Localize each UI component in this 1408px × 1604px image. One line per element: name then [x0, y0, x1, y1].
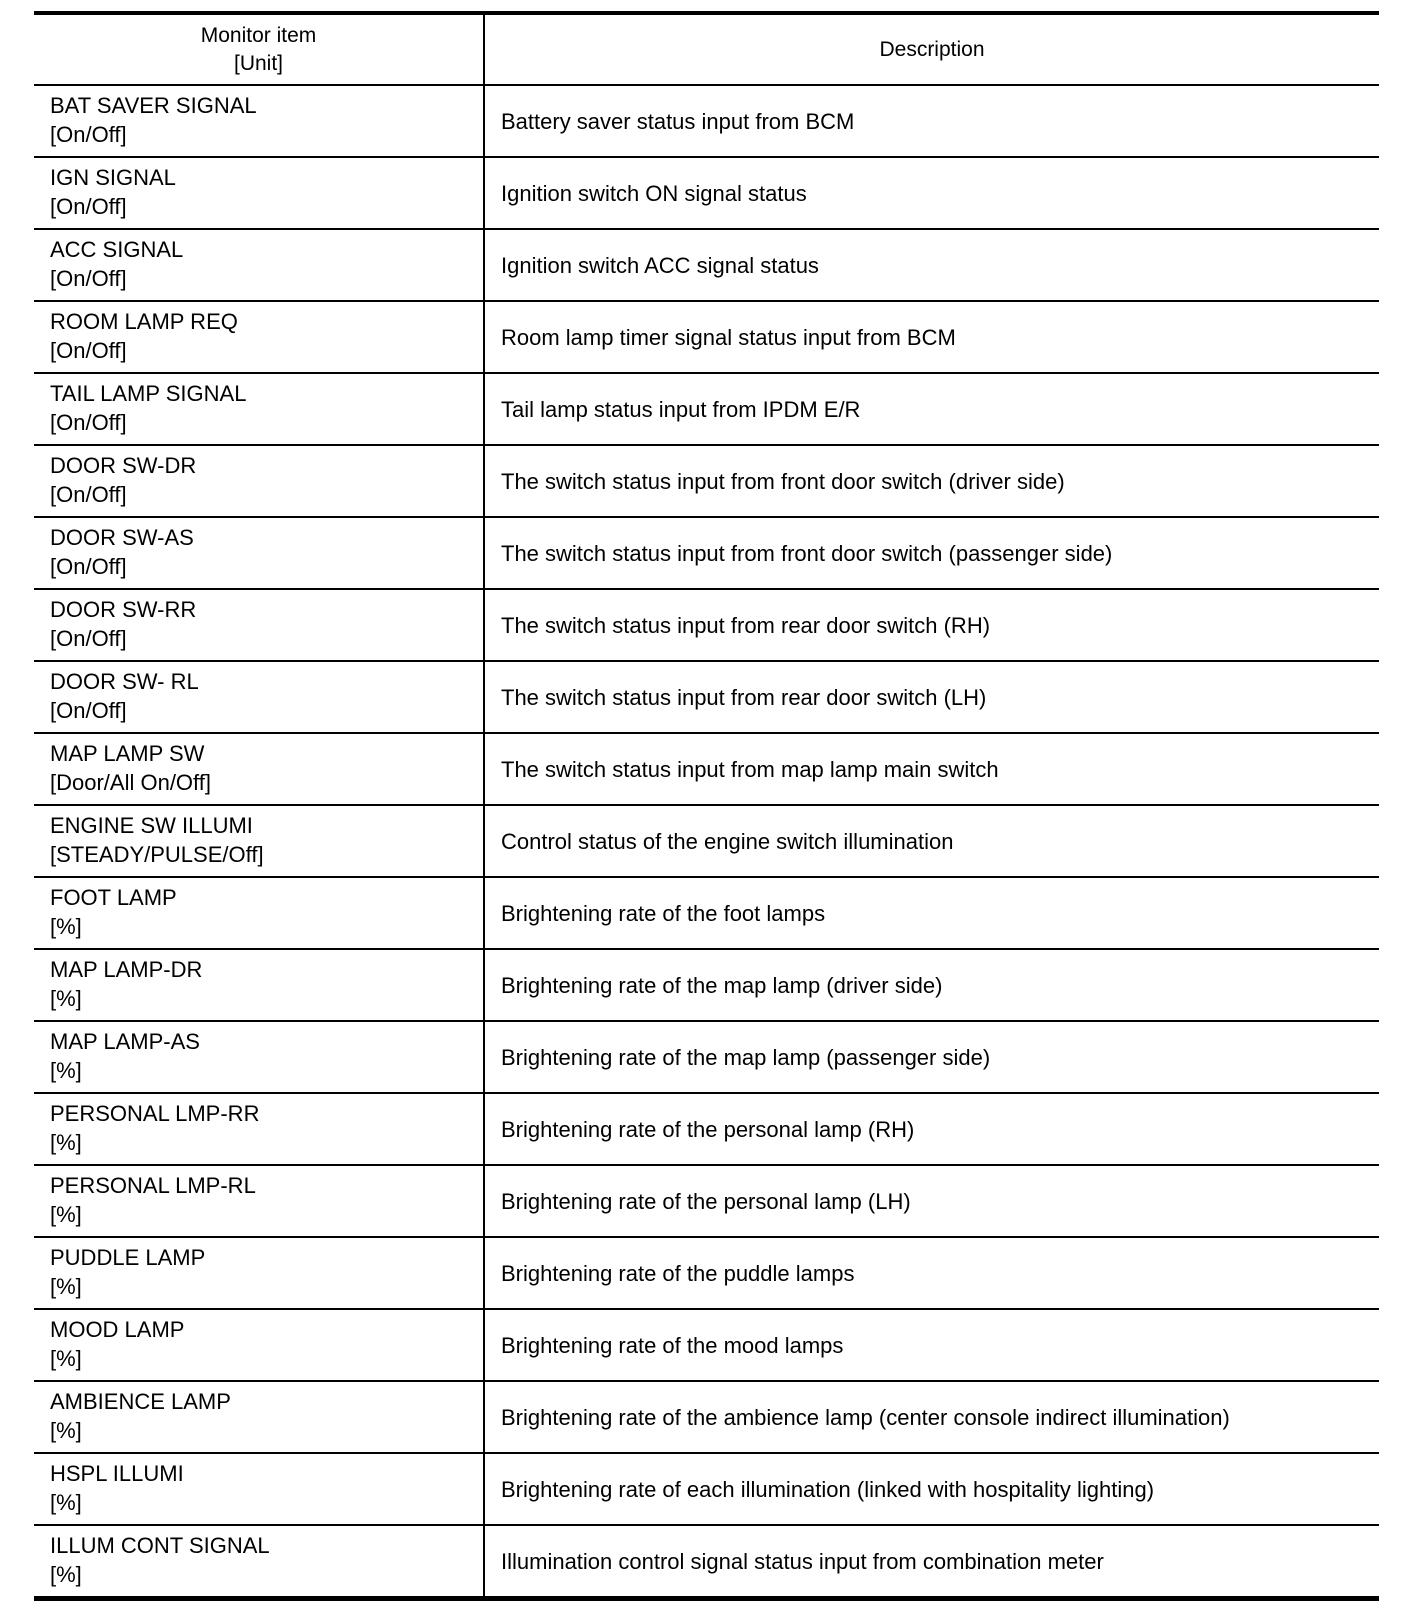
- monitor-item-unit: [On/Off]: [50, 482, 127, 507]
- description-text: Room lamp timer signal status input from BCM: [501, 324, 956, 350]
- header-monitor-item: [34, 13, 484, 85]
- description-text: Brightening rate of the map lamp (driver side): [501, 972, 943, 998]
- monitor-item-cell: [34, 373, 484, 445]
- table-row: [34, 1165, 1379, 1237]
- monitor-item-name: ROOM LAMP REQ: [50, 309, 238, 334]
- description-text: The switch status input from front door switch (passenger side): [501, 540, 1113, 566]
- description-text: Brightening rate of the ambience lamp (center console indirect illumination): [501, 1404, 1230, 1430]
- monitor-item-unit: [On/Off]: [50, 626, 127, 651]
- description-cell: [484, 877, 1379, 949]
- monitor-item-unit: [%]: [50, 1130, 82, 1155]
- description-text: Brightening rate of the map lamp (passenger side): [501, 1044, 991, 1070]
- monitor-item-cell: [34, 1237, 484, 1309]
- header-row: [34, 13, 1379, 85]
- table-row: [34, 301, 1379, 373]
- monitor-item-unit: [STEADY/PULSE/Off]: [50, 842, 264, 867]
- monitor-item-cell: [34, 1381, 484, 1453]
- monitor-item-unit: [On/Off]: [50, 410, 127, 435]
- description-cell: [484, 373, 1379, 445]
- description-cell: [484, 1165, 1379, 1237]
- description-text: Battery saver status input from BCM: [501, 108, 855, 134]
- table-row: [34, 949, 1379, 1021]
- monitor-item-name: AMBIENCE LAMP: [50, 1389, 231, 1414]
- description-text: Tail lamp status input from IPDM E/R: [501, 396, 861, 422]
- monitor-item-cell: [34, 805, 484, 877]
- monitor-item-unit: [Door/All On/Off]: [50, 770, 211, 795]
- monitor-item-cell: [34, 301, 484, 373]
- monitor-item-name: DOOR SW-AS: [50, 525, 194, 550]
- monitor-item-unit: [%]: [50, 1418, 82, 1443]
- monitor-item-cell: [34, 85, 484, 157]
- description-cell: [484, 733, 1379, 805]
- table-row: [34, 805, 1379, 877]
- monitor-item-unit: [On/Off]: [50, 194, 127, 219]
- monitor-item-unit: [On/Off]: [50, 122, 127, 147]
- header-unit-label: [Unit]: [233, 51, 283, 75]
- monitor-item-name: MOOD LAMP: [50, 1317, 185, 1342]
- monitor-item-unit: [%]: [50, 1490, 82, 1515]
- table-row: [34, 517, 1379, 589]
- table-row: [34, 1525, 1379, 1599]
- table-row: [34, 157, 1379, 229]
- description-text: Control status of the engine switch illumination: [501, 828, 954, 854]
- description-text: The switch status input from rear door switch (LH): [501, 684, 987, 710]
- table-row: [34, 1021, 1379, 1093]
- description-text: Brightening rate of the foot lamps: [501, 900, 826, 926]
- table-row: [34, 1453, 1379, 1525]
- table-row: [34, 445, 1379, 517]
- monitor-item-cell: [34, 1453, 484, 1525]
- monitor-item-cell: [34, 1021, 484, 1093]
- monitor-item-cell: [34, 445, 484, 517]
- monitor-item-unit: [%]: [50, 1274, 82, 1299]
- monitor-item-cell: [34, 949, 484, 1021]
- description-cell: [484, 661, 1379, 733]
- monitor-item-cell: [34, 1309, 484, 1381]
- monitor-item-name: BAT SAVER SIGNAL: [50, 93, 257, 118]
- description-text: The switch status input from front door switch (driver side): [501, 468, 1065, 494]
- table-row: [34, 589, 1379, 661]
- description-text: The switch status input from map lamp main switch: [501, 756, 999, 782]
- table-row: [34, 733, 1379, 805]
- monitor-item-unit: [%]: [50, 1346, 82, 1371]
- description-text: Brightening rate of the personal lamp (RH): [501, 1116, 915, 1142]
- monitor-item-name: IGN SIGNAL: [50, 165, 176, 190]
- description-cell: [484, 1453, 1379, 1525]
- header-monitor-item-label: Monitor item: [200, 23, 317, 47]
- table-row: [34, 229, 1379, 301]
- description-text: Brightening rate of the puddle lamps: [501, 1260, 855, 1286]
- table-header: [34, 13, 1379, 85]
- monitor-item-unit: [On/Off]: [50, 338, 127, 363]
- table-row: [34, 373, 1379, 445]
- monitor-item-cell: [34, 517, 484, 589]
- monitor-item-name: PERSONAL LMP-RR: [50, 1101, 260, 1126]
- monitor-item-cell: [34, 1165, 484, 1237]
- description-cell: [484, 229, 1379, 301]
- monitor-item-cell: [34, 877, 484, 949]
- table-row: [34, 85, 1379, 157]
- monitor-item-cell: [34, 1525, 484, 1599]
- monitor-item-unit: [On/Off]: [50, 554, 127, 579]
- description-cell: [484, 157, 1379, 229]
- monitor-item-name: MAP LAMP SW: [50, 741, 205, 766]
- description-text: Brightening rate of the personal lamp (LH): [501, 1188, 911, 1214]
- table-body: [34, 85, 1379, 1599]
- monitor-item-cell: [34, 661, 484, 733]
- monitor-item-unit: [%]: [50, 1058, 82, 1083]
- description-cell: [484, 1525, 1379, 1599]
- monitor-item-cell: [34, 589, 484, 661]
- monitor-item-unit: [%]: [50, 986, 82, 1011]
- description-cell: [484, 589, 1379, 661]
- monitor-item-cell: [34, 1093, 484, 1165]
- description-cell: [484, 1237, 1379, 1309]
- monitor-item-name: MAP LAMP-AS: [50, 1029, 200, 1054]
- monitor-item-name: PUDDLE LAMP: [50, 1245, 206, 1270]
- description-cell: [484, 517, 1379, 589]
- monitor-item-name: DOOR SW-DR: [50, 453, 197, 478]
- description-cell: [484, 1093, 1379, 1165]
- monitor-item-name: TAIL LAMP SIGNAL: [50, 381, 247, 406]
- monitor-item-name: ILLUM CONT SIGNAL: [50, 1533, 270, 1558]
- description-cell: [484, 301, 1379, 373]
- description-cell: [484, 1021, 1379, 1093]
- monitor-item-name: ACC SIGNAL: [50, 237, 184, 262]
- description-cell: [484, 1309, 1379, 1381]
- monitor-item-cell: [34, 157, 484, 229]
- table-row: [34, 1309, 1379, 1381]
- description-text: Brightening rate of the mood lamps: [501, 1332, 844, 1358]
- description-cell: [484, 949, 1379, 1021]
- monitor-item-cell: [34, 733, 484, 805]
- table-row: [34, 877, 1379, 949]
- monitor-item-name: FOOT LAMP: [50, 885, 177, 910]
- description-text: Brightening rate of each illumination (linked with hospitality lighting): [501, 1476, 1155, 1502]
- description-text: Ignition switch ON signal status: [501, 180, 807, 206]
- description-cell: [484, 85, 1379, 157]
- monitor-item-unit: [On/Off]: [50, 698, 127, 723]
- table-row: [34, 1093, 1379, 1165]
- table-row: [34, 1381, 1379, 1453]
- monitor-item-unit: [%]: [50, 1202, 82, 1227]
- description-text: The switch status input from rear door switch (RH): [501, 612, 991, 638]
- description-cell: [484, 805, 1379, 877]
- monitor-item-name: MAP LAMP-DR: [50, 957, 203, 982]
- monitor-item-table: [34, 11, 1379, 1601]
- table-row: [34, 1237, 1379, 1309]
- header-description: [484, 13, 1379, 85]
- monitor-item-cell: [34, 229, 484, 301]
- monitor-item-unit: [%]: [50, 1562, 82, 1587]
- description-text: Illumination control signal status input from combination meter: [501, 1548, 1104, 1574]
- description-text: Ignition switch ACC signal status: [501, 252, 819, 278]
- monitor-item-name: PERSONAL LMP-RL: [50, 1173, 256, 1198]
- header-description-label: Description: [879, 37, 985, 61]
- monitor-item-unit: [On/Off]: [50, 266, 127, 291]
- description-cell: [484, 1381, 1379, 1453]
- table-row: [34, 661, 1379, 733]
- monitor-item-name: HSPL ILLUMI: [50, 1461, 184, 1486]
- monitor-item-name: ENGINE SW ILLUMI: [50, 813, 253, 838]
- monitor-item-name: DOOR SW- RL: [50, 669, 199, 694]
- description-cell: [484, 445, 1379, 517]
- monitor-item-unit: [%]: [50, 914, 82, 939]
- monitor-item-name: DOOR SW-RR: [50, 597, 197, 622]
